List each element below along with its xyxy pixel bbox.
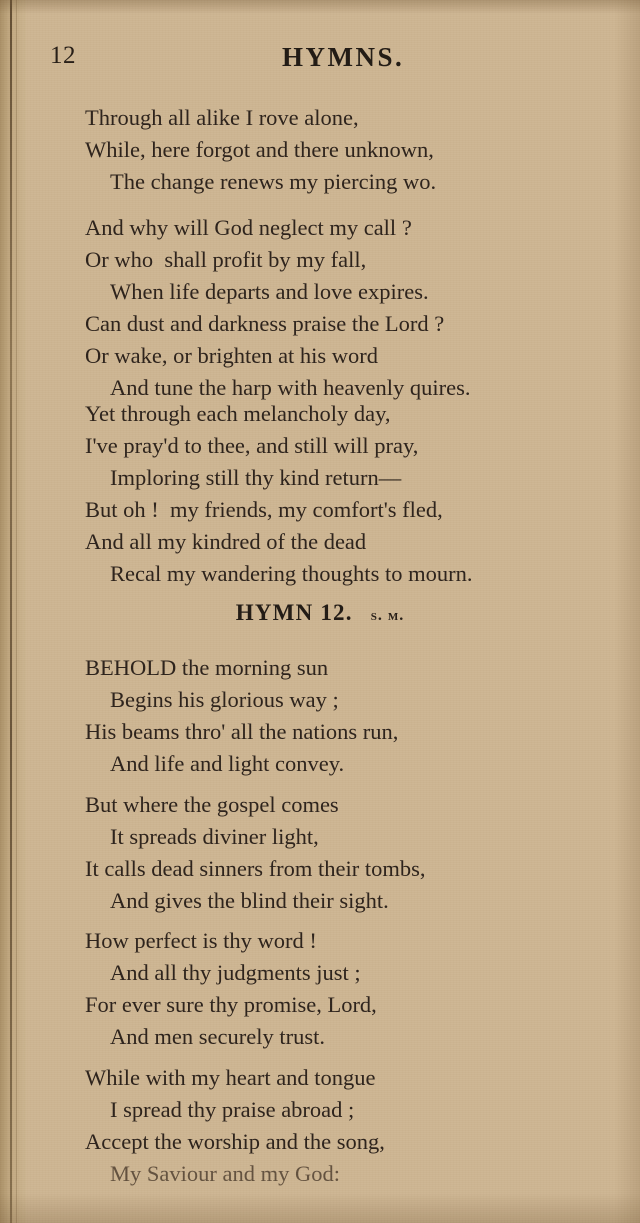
verse-line-text: But oh ! my friends, my comfort's fled, bbox=[85, 497, 443, 522]
verse-line bbox=[0, 308, 640, 340]
verse-line-text: Can dust and darkness praise the Lord ? bbox=[85, 311, 445, 336]
hymn-meter-label: s. m. bbox=[370, 607, 405, 624]
verse-line-text: How perfect is thy word ! bbox=[85, 928, 317, 953]
verse-line bbox=[0, 957, 640, 989]
stanza bbox=[0, 102, 640, 198]
stanza bbox=[0, 789, 640, 917]
verse-line-text: And all thy judgments just ; bbox=[110, 960, 361, 985]
verse-line-text: BEHOLD the morning sun bbox=[85, 655, 329, 680]
running-title: HYMNS. bbox=[282, 42, 405, 72]
verse-line-text: And tune the harp with heavenly quires. bbox=[110, 375, 471, 400]
verse-line-text: I spread thy praise abroad ; bbox=[110, 1097, 355, 1122]
verse-line-text: Or who shall profit by my fall, bbox=[85, 247, 367, 272]
verse-line-text: And why will God neglect my call ? bbox=[85, 215, 412, 240]
stanza bbox=[0, 652, 640, 780]
verse-line-text: Through all alike I rove alone, bbox=[85, 105, 359, 130]
verse-line bbox=[0, 134, 640, 166]
verse-line bbox=[0, 1126, 640, 1158]
verse-line bbox=[0, 212, 640, 244]
hymn-number-label: HYMN 12. bbox=[235, 600, 353, 625]
verse-line bbox=[0, 558, 640, 590]
stanza bbox=[0, 212, 640, 404]
verse-line-text: Imploring still thy kind return— bbox=[110, 465, 402, 490]
verse-line bbox=[0, 885, 640, 917]
verse-line-text: While, here forgot and there unknown, bbox=[85, 137, 434, 162]
verse-line bbox=[0, 748, 640, 780]
page-number: 12 bbox=[50, 42, 76, 69]
verse-line-text: It spreads diviner light, bbox=[110, 824, 319, 849]
verse-line-text: His beams thro' all the nations run, bbox=[85, 719, 399, 744]
verse-line-text: Begins his glorious way ; bbox=[110, 687, 339, 712]
verse-line-text: The change renews my piercing wo. bbox=[110, 169, 437, 194]
verse-line bbox=[0, 1062, 640, 1094]
verse-line bbox=[0, 1094, 640, 1126]
verse-line-text: But where the gospel comes bbox=[85, 792, 339, 817]
verse-line bbox=[0, 684, 640, 716]
verse-line bbox=[0, 853, 640, 885]
verse-line bbox=[0, 166, 640, 198]
stanza bbox=[0, 1062, 640, 1190]
verse-line-text: And life and light convey. bbox=[110, 751, 345, 776]
verse-line-text: Or wake, or brighten at his word bbox=[85, 343, 379, 368]
verse-line-text: When life departs and love expires. bbox=[110, 279, 429, 304]
verse-line bbox=[0, 989, 640, 1021]
verse-line bbox=[0, 340, 640, 372]
verse-line-text: For ever sure thy promise, Lord, bbox=[85, 992, 377, 1017]
hymn-heading bbox=[0, 600, 640, 626]
verse-line bbox=[0, 462, 640, 494]
verse-line-text: Yet through each melancholy day, bbox=[85, 401, 391, 426]
verse-line-text: Recal my wandering thoughts to mourn. bbox=[110, 561, 473, 586]
stanza bbox=[0, 398, 640, 590]
verse-line-text: And all my kindred of the dead bbox=[85, 529, 367, 554]
verse-line bbox=[0, 716, 640, 748]
verse-line bbox=[0, 430, 640, 462]
verse-line bbox=[0, 925, 640, 957]
verse-line-text: It calls dead sinners from their tombs, bbox=[85, 856, 426, 881]
verse-line bbox=[0, 398, 640, 430]
verse-line-text: And men securely trust. bbox=[110, 1024, 325, 1049]
verse-line bbox=[0, 526, 640, 558]
verse-line bbox=[0, 789, 640, 821]
verse-line bbox=[0, 652, 640, 684]
verse-line bbox=[0, 102, 640, 134]
running-head bbox=[0, 42, 640, 76]
verse-line bbox=[0, 494, 640, 526]
verse-line bbox=[0, 276, 640, 308]
verse-line bbox=[0, 244, 640, 276]
verse-line-text: My Saviour and my God: bbox=[110, 1161, 340, 1186]
verse-line-text: While with my heart and tongue bbox=[85, 1065, 376, 1090]
verse-line-text: Accept the worship and the song, bbox=[85, 1129, 385, 1154]
verse-line-text: And gives the blind their sight. bbox=[110, 888, 389, 913]
stanza bbox=[0, 925, 640, 1053]
verse-line bbox=[0, 1158, 640, 1190]
verse-line-text: I've pray'd to thee, and still will pray, bbox=[85, 433, 419, 458]
verse-line bbox=[0, 821, 640, 853]
verse-line bbox=[0, 1021, 640, 1053]
